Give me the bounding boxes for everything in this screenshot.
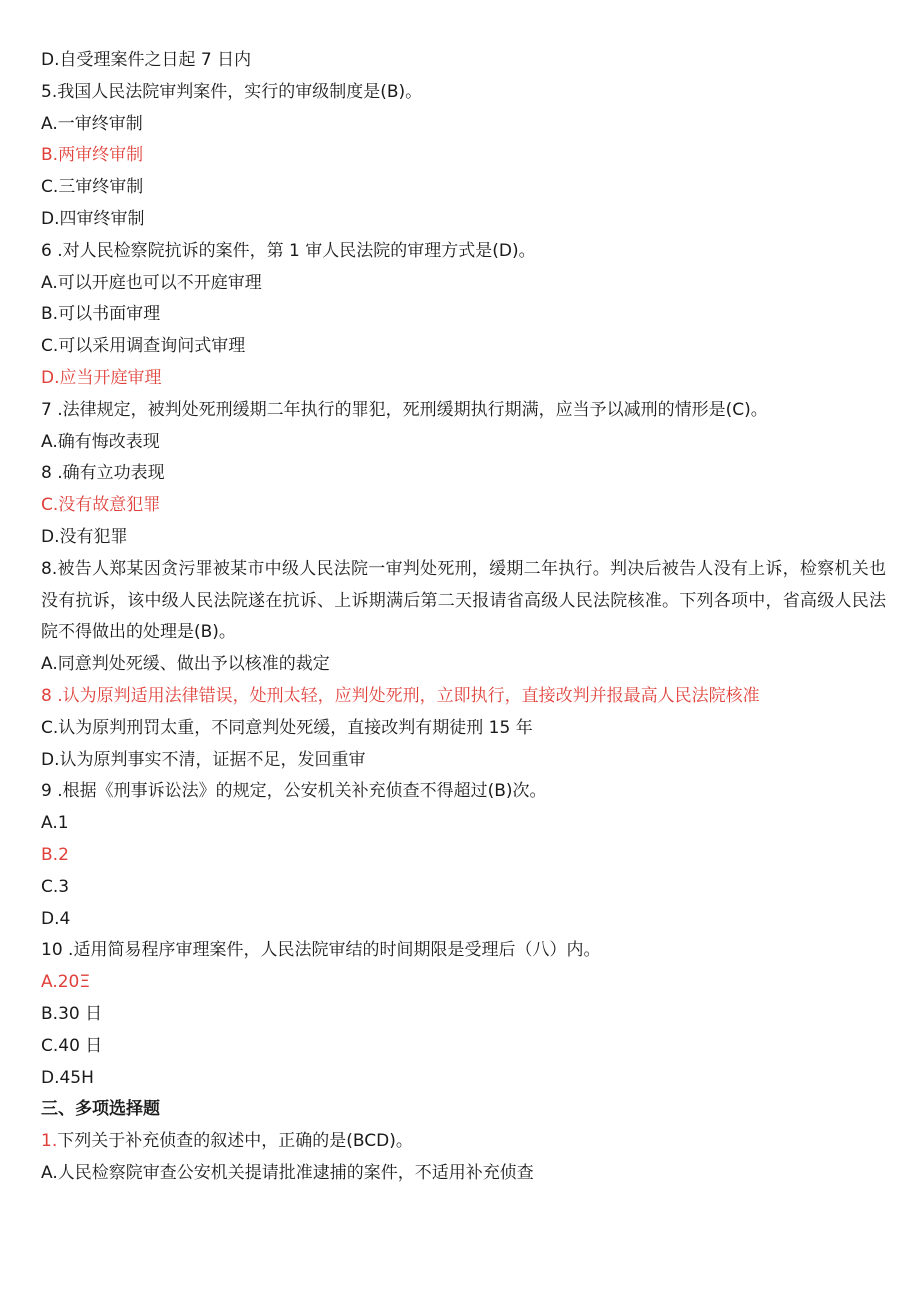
option-line: D.4 xyxy=(41,908,71,929)
answer-option-line: D.应当开庭审理 xyxy=(41,367,162,388)
option-line: A.同意判处死缓、做出予以核准的裁定 xyxy=(41,654,330,675)
option-line: C.可以采用调查询问式审理 xyxy=(41,336,246,357)
option-line: D.没有犯罪 xyxy=(41,526,128,547)
answer-option-line: B.2 xyxy=(41,844,69,865)
option-line: 8 .确有立功表现 xyxy=(41,463,165,484)
option-line: A.一审终审制 xyxy=(41,113,143,134)
option-line: C.3 xyxy=(41,876,70,897)
question-paragraph: 8.被告人郑某因贪污罪被某市中级人民法院一审判处死刑，缓期二年执行。判决后被告人没有上诉，检察机关也没有抗诉，该中级人民法院遂在抗诉、上诉期满后第二天报请省高级人民法院核准。下列各项中，省高级人民法院不得做出的处理是(B)。 xyxy=(41,558,886,643)
question-line: 6 .对人民检察院抗诉的案件，第 1 审人民法院的审理方式是(D)。 xyxy=(41,240,536,261)
option-line: C.40 日 xyxy=(41,1035,103,1056)
option-line: C.三审终审制 xyxy=(41,177,144,198)
answer-option-line: 8 .认为原判适用法律错误，处刑太轻，应判处死刑，立即执行，直接改判并报最高人民法院核准 xyxy=(41,685,760,706)
question-line: 9 .根据《刑事诉讼法》的规定，公安机关补充侦查不得超过(B)次。 xyxy=(41,781,547,802)
option-line: B.可以书面审理 xyxy=(41,304,161,325)
question-line: 5.我国人民法院审判案件，实行的审级制度是(B)。 xyxy=(41,81,423,102)
question-number: 1. xyxy=(41,1131,58,1152)
answer-option-line: A.20Ξ xyxy=(41,972,91,993)
option-line: C.认为原判刑罚太重，不同意判处死缓，直接改判有期徒刑 15 年 xyxy=(41,717,533,738)
option-line: A.可以开庭也可以不开庭审理 xyxy=(41,272,262,293)
option-line: A.人民检察院审查公安机关提请批准逮捕的案件，不适用补充侦查 xyxy=(41,1162,534,1183)
answer-option-line: B.两审终审制 xyxy=(41,145,144,166)
option-line: B.30 日 xyxy=(41,1003,103,1024)
option-line: A.1 xyxy=(41,813,69,834)
question-line: 7 .法律规定，被判处死刑缓期二年执行的罪犯，死刑缓期执行期满，应当予以减刑的情形是(C)。 xyxy=(41,399,768,420)
option-line: D.认为原判事实不清，证据不足，发回重审 xyxy=(41,749,366,770)
section-heading: 三、多项选择题 xyxy=(41,1099,160,1120)
option-line: A.确有悔改表现 xyxy=(41,431,160,452)
option-line: D.四审终审制 xyxy=(41,208,145,229)
option-line: D.45H xyxy=(41,1067,94,1088)
question-line: 10 .适用简易程序审理案件，人民法院审结的时间期限是受理后（八）内。 xyxy=(41,940,601,961)
question-line xyxy=(41,1126,886,1158)
question-text: 下列关于补充侦查的叙述中，正确的是(BCD)。 xyxy=(57,1131,413,1152)
document-page xyxy=(41,45,886,1190)
option-line: D.自受理案件之日起 7 日内 xyxy=(41,50,252,70)
answer-option-line: C.没有故意犯罪 xyxy=(41,495,161,516)
